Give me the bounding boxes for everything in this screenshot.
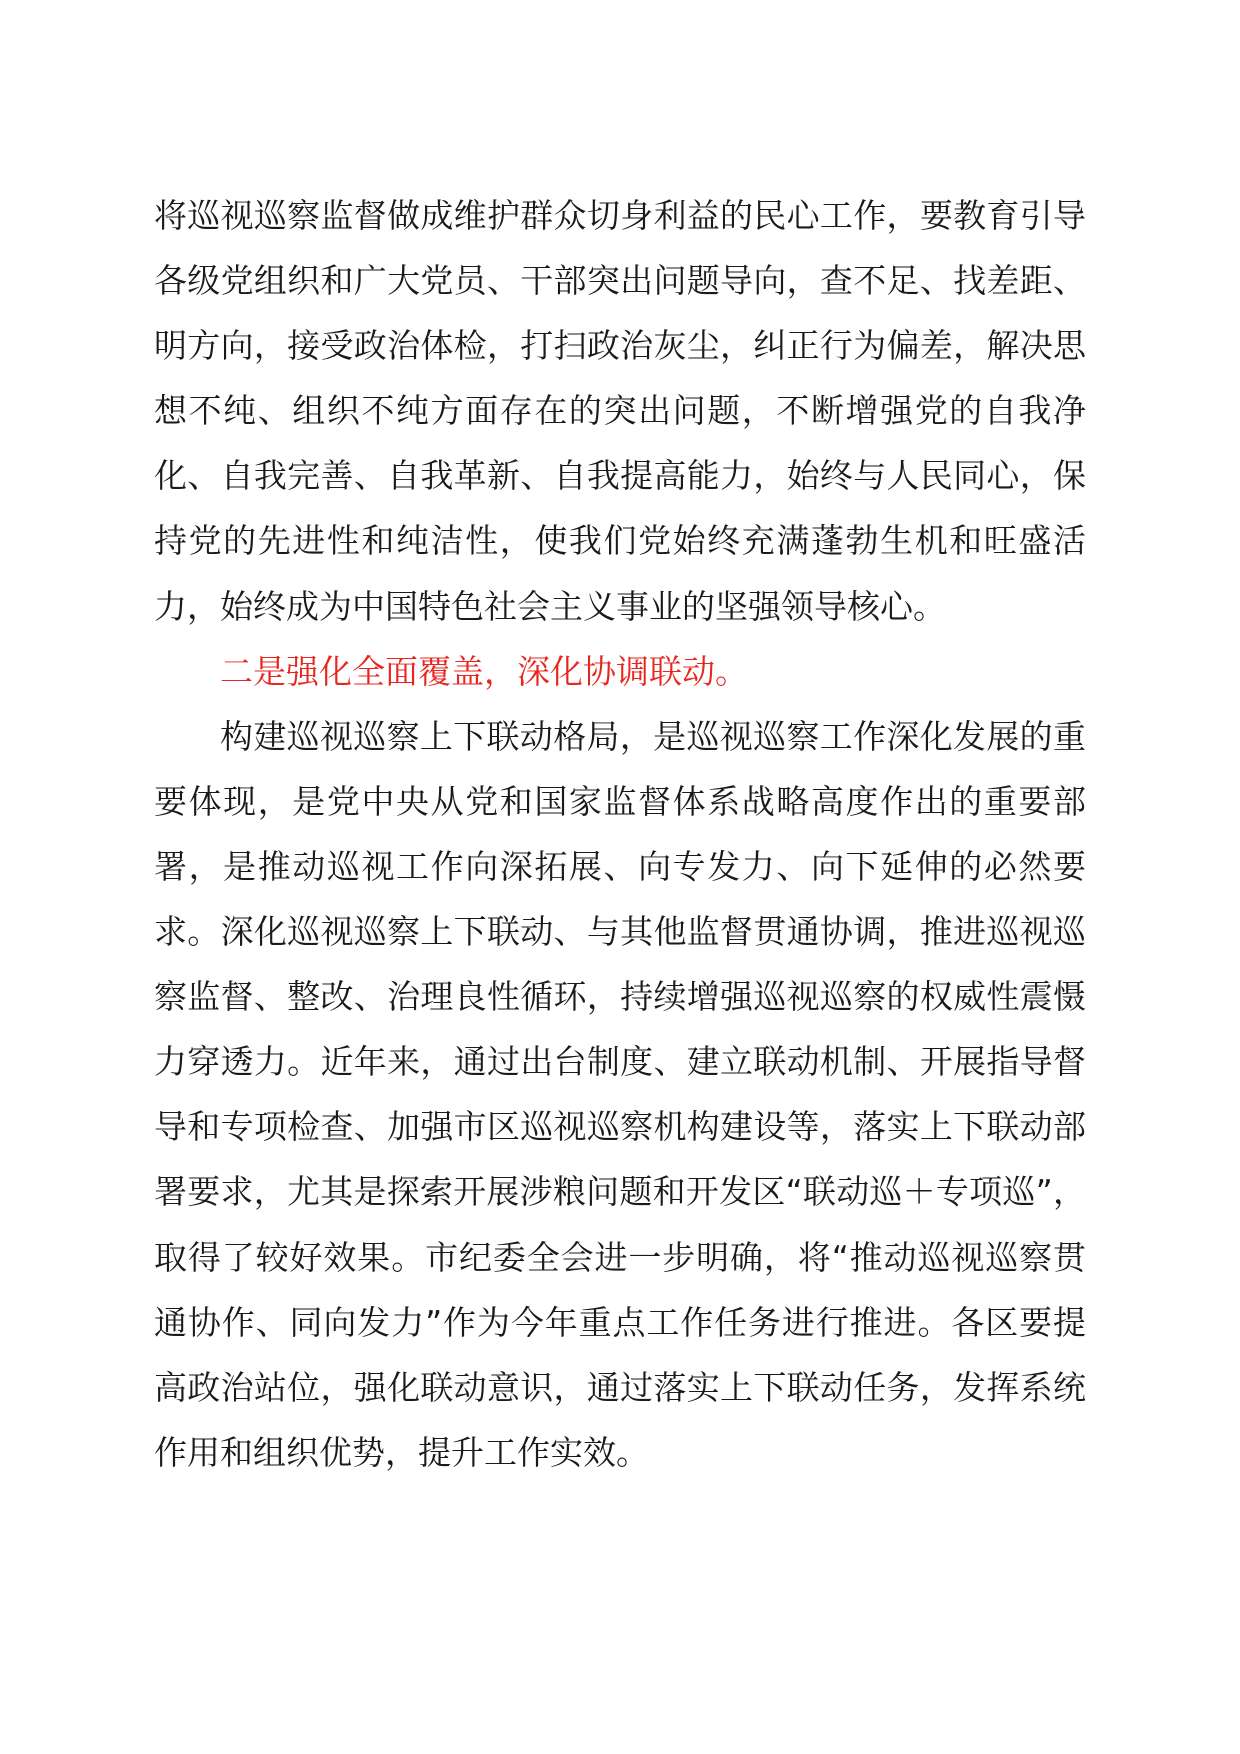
section-heading: 二是强化全面覆盖，深化协调联动。 xyxy=(220,651,748,691)
paragraph-continuation: 将巡视巡察监督做成维护群众切身利益的民心工作，要教育引导各级党组织和广大党员、干部突出问题导向，查不足、找差距、明方向，接受政治体检，打扫政治灰尘，纠正行为偏差，解决思想不纯、组织不纯方面存在的突出问题，不断增强党的自我净化、自我完善、自我革新、自我提高能力，始终与人民同心，保持党的先进性和纯洁性，使我们党始终充满蓬勃生机和旺盛活力，始终成为中国特色社会主义事业的坚强领导核心。 xyxy=(154,196,1086,626)
document-body xyxy=(154,183,1086,1485)
paragraph-body: 构建巡视巡察上下联动格局，是巡视巡察工作深化发展的重要体现，是党中央从党和国家监督体系战略高度作出的重要部署，是推动巡视工作向深拓展、向专发力、向下延伸的必然要求。深化巡视巡察上下联动、与其他监督贯通协调，推进巡视巡察监督、整改、治理良性循环，持续增强巡视巡察的权威性震慑力穿透力。近年来，通过出台制度、建立联动机制、开展指导督导和专项检查、加强市区巡视巡察机构建设等，落实上下联动部署要求，尤其是探索开展涉粮问题和开发区“联动巡＋专项巡”，取得了较好效果。市纪委全会进一步明确，将“推动巡视巡察贯通协作、同向发力”作为今年重点工作任务进行推进。各区要提高政治站位，强化联动意识，通过落实上下联动任务，发挥系统作用和组织优势，提升工作实效。 xyxy=(154,716,1086,1472)
